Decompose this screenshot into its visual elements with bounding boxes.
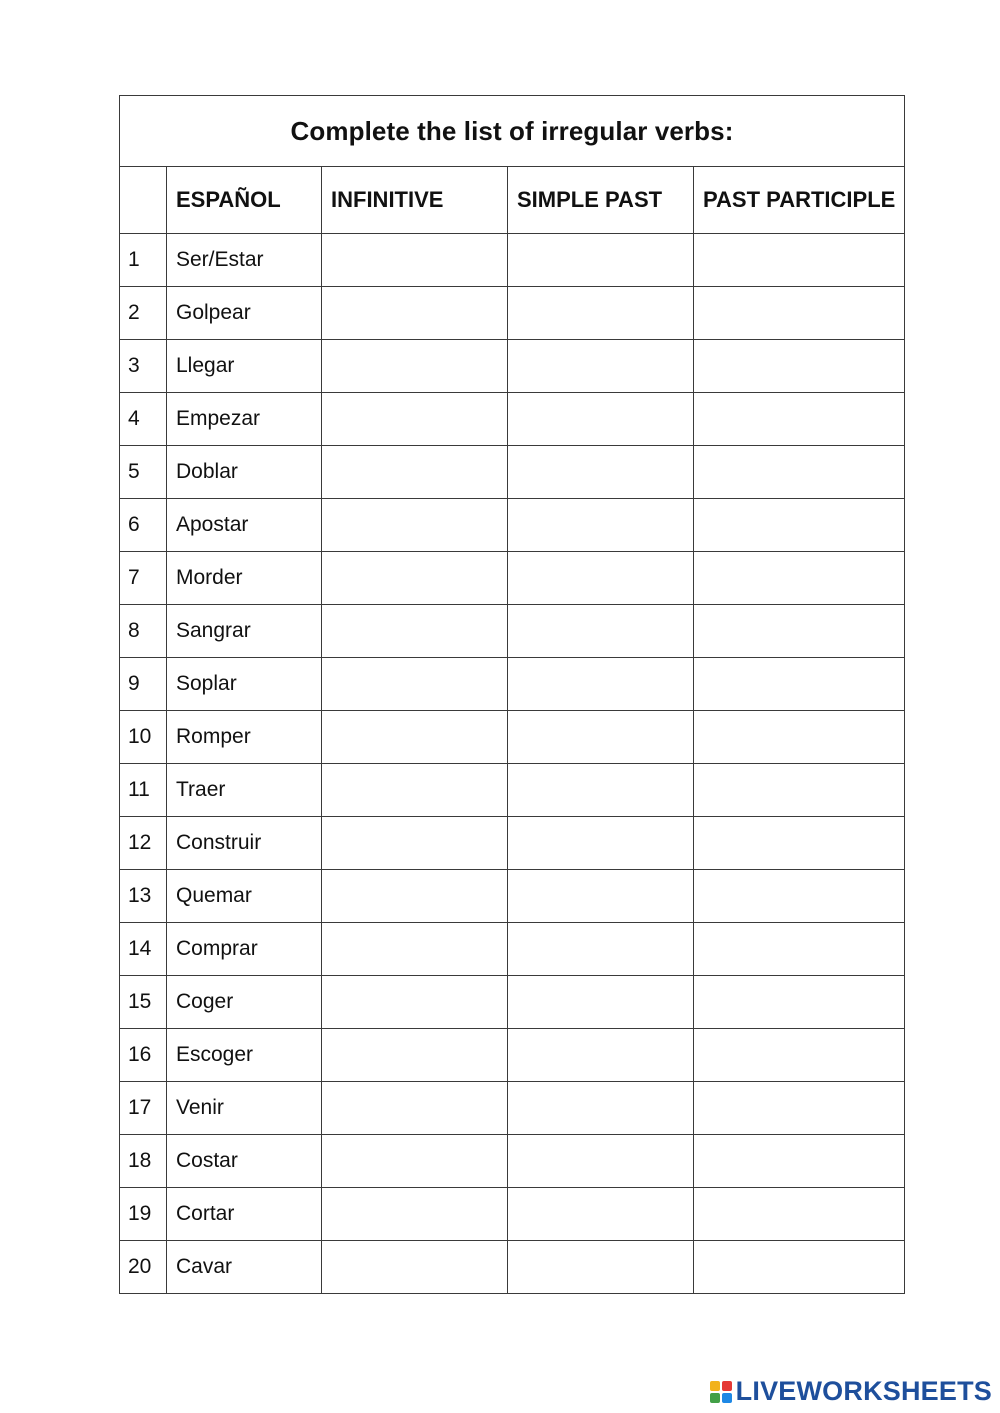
- simple-past-answer-cell[interactable]: [508, 1188, 694, 1241]
- spanish-verb: Cortar: [167, 1188, 322, 1241]
- spanish-verb: Escoger: [167, 1029, 322, 1082]
- infinitive-answer-cell[interactable]: [322, 711, 508, 764]
- row-number: 6: [120, 499, 167, 552]
- row-number: 10: [120, 711, 167, 764]
- simple-past-answer-cell[interactable]: [508, 234, 694, 287]
- row-number: 4: [120, 393, 167, 446]
- spanish-verb: Traer: [167, 764, 322, 817]
- spanish-verb: Cavar: [167, 1241, 322, 1294]
- infinitive-answer-cell[interactable]: [322, 1082, 508, 1135]
- spanish-verb: Quemar: [167, 870, 322, 923]
- logo-square-blue: [722, 1393, 732, 1403]
- simple-past-answer-cell[interactable]: [508, 817, 694, 870]
- column-header-simple-past: SIMPLE PAST: [508, 167, 694, 234]
- past-participle-answer-cell[interactable]: [694, 1135, 905, 1188]
- simple-past-answer-cell[interactable]: [508, 1082, 694, 1135]
- infinitive-answer-cell[interactable]: [322, 234, 508, 287]
- table-row: [120, 287, 905, 340]
- past-participle-answer-cell[interactable]: [694, 817, 905, 870]
- table-row: [120, 1188, 905, 1241]
- spanish-verb: Golpear: [167, 287, 322, 340]
- past-participle-answer-cell[interactable]: [694, 605, 905, 658]
- header-row: [120, 167, 905, 234]
- table-row: [120, 711, 905, 764]
- table-row: [120, 234, 905, 287]
- brand-text: LIVEWORKSHEETS: [735, 1376, 992, 1406]
- row-number: 2: [120, 287, 167, 340]
- past-participle-answer-cell[interactable]: [694, 976, 905, 1029]
- spanish-verb: Soplar: [167, 658, 322, 711]
- row-number: 13: [120, 870, 167, 923]
- simple-past-answer-cell[interactable]: [508, 1241, 694, 1294]
- table-row: [120, 1082, 905, 1135]
- table-row: [120, 764, 905, 817]
- table-row: [120, 976, 905, 1029]
- simple-past-answer-cell[interactable]: [508, 446, 694, 499]
- table-row: [120, 1029, 905, 1082]
- simple-past-answer-cell[interactable]: [508, 499, 694, 552]
- table-row: [120, 605, 905, 658]
- column-header-espanol: ESPAÑOL: [167, 167, 322, 234]
- row-number: 20: [120, 1241, 167, 1294]
- infinitive-answer-cell[interactable]: [322, 923, 508, 976]
- spanish-verb: Comprar: [167, 923, 322, 976]
- spanish-verb: Romper: [167, 711, 322, 764]
- simple-past-answer-cell[interactable]: [508, 393, 694, 446]
- row-number: 17: [120, 1082, 167, 1135]
- infinitive-answer-cell[interactable]: [322, 764, 508, 817]
- row-number: 12: [120, 817, 167, 870]
- infinitive-answer-cell[interactable]: [322, 817, 508, 870]
- spanish-verb: Empezar: [167, 393, 322, 446]
- column-header-past-participle: PAST PARTICIPLE: [694, 167, 905, 234]
- past-participle-answer-cell[interactable]: [694, 499, 905, 552]
- simple-past-answer-cell[interactable]: [508, 711, 694, 764]
- verbs-table: [119, 95, 905, 1294]
- spanish-verb: Ser/Estar: [167, 234, 322, 287]
- infinitive-answer-cell[interactable]: [322, 446, 508, 499]
- row-number: 18: [120, 1135, 167, 1188]
- row-number: 16: [120, 1029, 167, 1082]
- row-number: 7: [120, 552, 167, 605]
- row-number: 1: [120, 234, 167, 287]
- infinitive-answer-cell[interactable]: [322, 287, 508, 340]
- simple-past-answer-cell[interactable]: [508, 1029, 694, 1082]
- row-number: 19: [120, 1188, 167, 1241]
- past-participle-answer-cell[interactable]: [694, 287, 905, 340]
- spanish-verb: Sangrar: [167, 605, 322, 658]
- table-row: [120, 1241, 905, 1294]
- row-number: 8: [120, 605, 167, 658]
- table-row: [120, 340, 905, 393]
- spanish-verb: Apostar: [167, 499, 322, 552]
- past-participle-answer-cell[interactable]: [694, 552, 905, 605]
- past-participle-answer-cell[interactable]: [694, 870, 905, 923]
- row-number: 15: [120, 976, 167, 1029]
- spanish-verb: Costar: [167, 1135, 322, 1188]
- spanish-verb: Venir: [167, 1082, 322, 1135]
- column-header-infinitive: INFINITIVE: [322, 167, 508, 234]
- infinitive-answer-cell[interactable]: [322, 1188, 508, 1241]
- table-row: [120, 923, 905, 976]
- table-row: [120, 1135, 905, 1188]
- infinitive-answer-cell[interactable]: [322, 1029, 508, 1082]
- infinitive-answer-cell[interactable]: [322, 1135, 508, 1188]
- infinitive-answer-cell[interactable]: [322, 976, 508, 1029]
- infinitive-answer-cell[interactable]: [322, 499, 508, 552]
- liveworksheets-brand: [710, 1376, 992, 1407]
- simple-past-answer-cell[interactable]: [508, 870, 694, 923]
- simple-past-answer-cell[interactable]: [508, 923, 694, 976]
- row-number: 3: [120, 340, 167, 393]
- past-participle-answer-cell[interactable]: [694, 1188, 905, 1241]
- table-row: [120, 499, 905, 552]
- row-number: 5: [120, 446, 167, 499]
- simple-past-answer-cell[interactable]: [508, 605, 694, 658]
- simple-past-answer-cell[interactable]: [508, 658, 694, 711]
- logo-square-green: [710, 1393, 720, 1403]
- column-header-number: [120, 167, 167, 234]
- simple-past-answer-cell[interactable]: [508, 764, 694, 817]
- spanish-verb: Doblar: [167, 446, 322, 499]
- simple-past-answer-cell[interactable]: [508, 287, 694, 340]
- row-number: 9: [120, 658, 167, 711]
- row-number: 11: [120, 764, 167, 817]
- spanish-verb: Construir: [167, 817, 322, 870]
- liveworksheets-logo-icon: [710, 1381, 732, 1403]
- past-participle-answer-cell[interactable]: [694, 764, 905, 817]
- infinitive-answer-cell[interactable]: [322, 1241, 508, 1294]
- title-row: [120, 96, 905, 167]
- past-participle-answer-cell[interactable]: [694, 711, 905, 764]
- table-row: [120, 552, 905, 605]
- past-participle-answer-cell[interactable]: [694, 1241, 905, 1294]
- past-participle-answer-cell[interactable]: [694, 393, 905, 446]
- simple-past-answer-cell[interactable]: [508, 340, 694, 393]
- infinitive-answer-cell[interactable]: [322, 658, 508, 711]
- table-row: [120, 817, 905, 870]
- infinitive-answer-cell[interactable]: [322, 605, 508, 658]
- infinitive-answer-cell[interactable]: [322, 393, 508, 446]
- spanish-verb: Llegar: [167, 340, 322, 393]
- past-participle-answer-cell[interactable]: [694, 658, 905, 711]
- simple-past-answer-cell[interactable]: [508, 552, 694, 605]
- logo-square-red: [722, 1381, 732, 1391]
- simple-past-answer-cell[interactable]: [508, 976, 694, 1029]
- past-participle-answer-cell[interactable]: [694, 1029, 905, 1082]
- past-participle-answer-cell[interactable]: [694, 923, 905, 976]
- past-participle-answer-cell[interactable]: [694, 446, 905, 499]
- past-participle-answer-cell[interactable]: [694, 234, 905, 287]
- infinitive-answer-cell[interactable]: [322, 340, 508, 393]
- table-row: [120, 870, 905, 923]
- spanish-verb: Coger: [167, 976, 322, 1029]
- row-number: 14: [120, 923, 167, 976]
- infinitive-answer-cell[interactable]: [322, 552, 508, 605]
- table-row: [120, 393, 905, 446]
- past-participle-answer-cell[interactable]: [694, 1082, 905, 1135]
- past-participle-answer-cell[interactable]: [694, 340, 905, 393]
- simple-past-answer-cell[interactable]: [508, 1135, 694, 1188]
- spanish-verb: Morder: [167, 552, 322, 605]
- infinitive-answer-cell[interactable]: [322, 870, 508, 923]
- logo-square-yellow: [710, 1381, 720, 1391]
- worksheet-title: Complete the list of irregular verbs:: [120, 96, 905, 167]
- table-row: [120, 446, 905, 499]
- table-row: [120, 658, 905, 711]
